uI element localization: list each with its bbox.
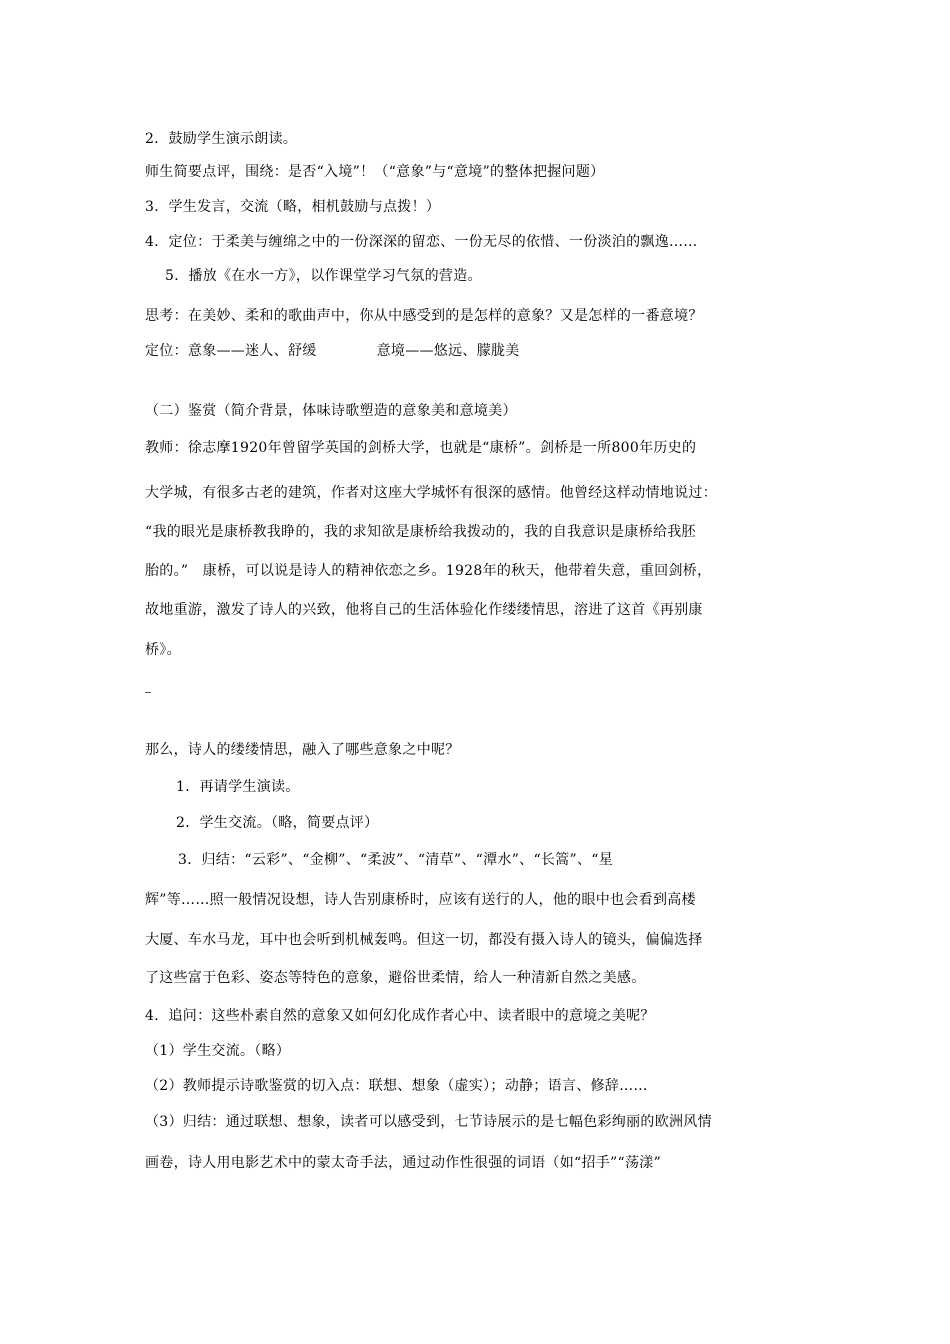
- text-line: 2．鼓励学生演示朗读。: [145, 131, 298, 147]
- text-line: 了这些富于色彩、姿态等特色的意象，避俗世柔情，给人一种清新自然之美感。: [145, 970, 646, 986]
- text-line: 3．归结：“云彩”、“金柳”、“柔波”、“清草”、“潭水”、“长篙”、“星: [178, 852, 614, 868]
- positioning-imagery: 定位：意象——迷人、舒缓: [145, 343, 317, 359]
- text-line: 大学城，有很多古老的建筑，作者对这座大学城怀有很深的感情。他曾经这样动情地说过：: [145, 485, 717, 501]
- text-line: （3）归结：通过联想、想象，读者可以感受到，七节诗展示的是七幅色彩绚丽的欧洲风情: [145, 1114, 712, 1130]
- text-line: 画卷，诗人用电影艺术中的蒙太奇手法，通过动作性很强的词语（如“招手”“荡漾”: [145, 1155, 662, 1171]
- text-line: 桥》。: [145, 642, 181, 658]
- section-heading: （二）鉴赏（简介背景，体味诗歌塑造的意象美和意境美）: [145, 403, 517, 419]
- text-line: 2．学生交流。（略，简要点评）: [176, 815, 379, 831]
- positioning-line: [145, 341, 520, 361]
- text-line: （2）教师提示诗歌鉴赏的切入点：联想、想象（虚实）；动静；语言、修辞……: [145, 1078, 648, 1094]
- text-line: 师生简要点评，围绕：是否“入境”！（“意象”与“意境”的整体把握问题）: [145, 164, 605, 180]
- positioning-mood: 意境——悠远、朦胧美: [376, 343, 520, 359]
- page-separator: [145, 692, 151, 693]
- text-line: 5．播放《在水一方》，以作课堂学习气氛的营造。: [165, 268, 482, 284]
- text-line: （1）学生交流。（略）: [145, 1043, 291, 1059]
- text-line: 4．追问：这些朴素自然的意象又如何幻化成作者心中、读者眼中的意境之美呢？: [145, 1008, 655, 1024]
- text-line: 故地重游，激发了诗人的兴致，他将自己的生活体验化作缕缕情思，溶进了这首《再别康: [145, 602, 703, 618]
- text-line: “我的眼光是康桥教我睁的，我的求知欲是康桥给我拨动的，我的自我意识是康桥给我胚: [145, 524, 696, 540]
- text-line: 那么，诗人的缕缕情思，融入了哪些意象之中呢？: [145, 742, 460, 758]
- text-line: 4．定位：于柔美与缠绵之中的一份深深的留恋、一份无尽的依惜、一份淡泊的飘逸……: [145, 234, 698, 250]
- text-line: 教师：徐志摩1920年曾留学英国的剑桥大学，也就是“康桥”。剑桥是一所800年历史的: [145, 440, 697, 456]
- text-line: 1．再请学生演读。: [176, 779, 300, 795]
- text-line: 胎的。” 康桥，可以说是诗人的精神依恋之乡。1928年的秋天，他带着失意，重回剑桥，: [145, 563, 712, 579]
- text-line: 辉”等……照一般情况设想，诗人告别康桥时，应该有送行的人，他的眼中也会看到高楼: [145, 892, 696, 908]
- text-line: 大厦、车水马龙，耳中也会听到机械轰鸣。但这一切，都没有摄入诗人的镜头，偏偏选择: [145, 932, 703, 948]
- text-line: 3．学生发言，交流（略，相机鼓励与点拨！）: [145, 199, 441, 215]
- text-line: 思考：在美妙、柔和的歌曲声中，你从中感受到的是怎样的意象？又是怎样的一番意境？: [145, 308, 703, 324]
